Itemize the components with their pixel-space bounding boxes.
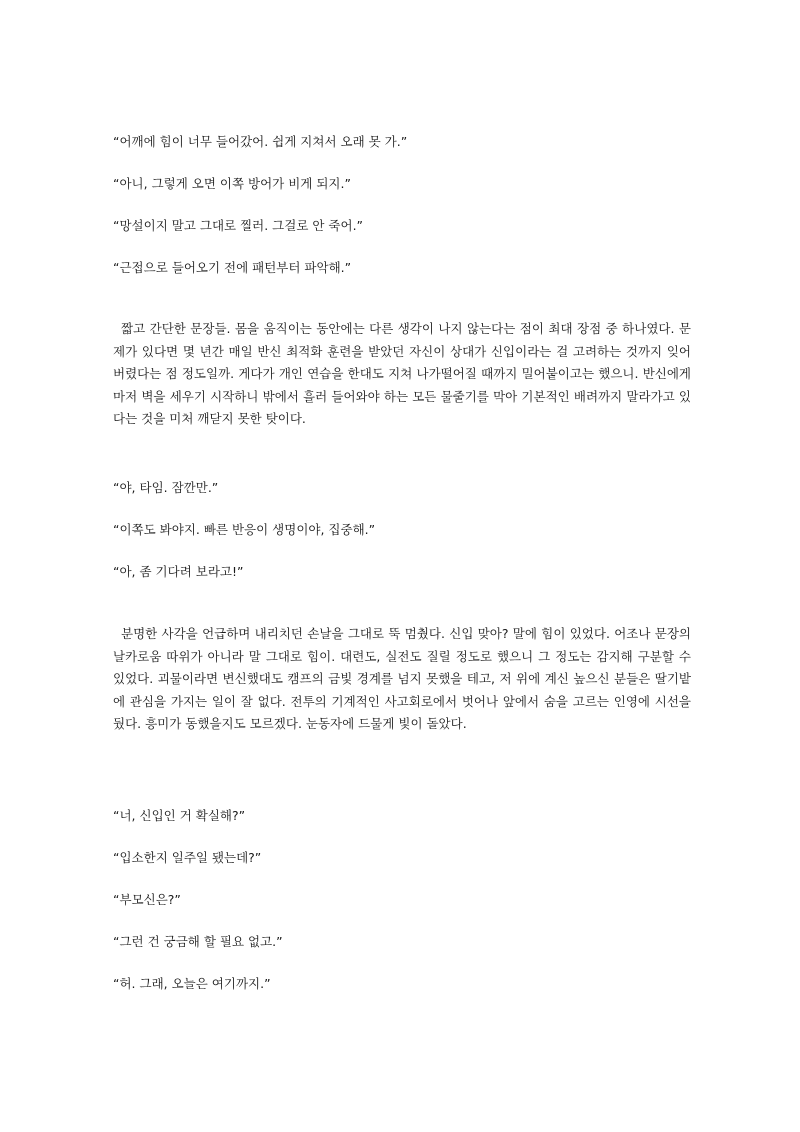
dialogue-line: “너, 신입인 거 확실해?”	[113, 808, 246, 823]
dialogue-line: “아니, 그렇게 오면 이쪽 방어가 비게 되지.”	[113, 176, 351, 191]
dialogue-line: “망설이지 말고 그대로 찔러. 그걸로 안 죽어.”	[113, 218, 364, 233]
dialogue-line: “야, 타임. 잠깐만.”	[113, 480, 219, 495]
dialogue-line: “부모신은?”	[113, 892, 181, 907]
dialogue-line: “아, 좀 기다려 보라고!”	[113, 564, 244, 579]
dialogue-line: “근접으로 들어오기 전에 패턴부터 파악해.”	[113, 260, 352, 275]
narration-paragraph: 짧고 간단한 문장들. 몸을 움직이는 동안에는 다른 생각이 나지 않는다는 점이 최대 장점 중 하나였다. 문제가 있다면 몇 년간 매일 반신 최적화 훈련을 받았던 자신이 상대가 신입이라는 걸 고려하는 것까지 잊어버렸다는 점 정도일까. 게다가 개인 연습을 한대도 지쳐 나가떨어질 때까지 밀어붙이고는 했으니. 반신에게마저 벽을 세우기 시작하니 밖에서 흘러 들어와야 하는 모든 물줄기를 막아 기본적인 배려까지 말라가고 있다는 것을 미처 깨닫지 못한 탓이다.	[113, 321, 691, 426]
dialogue-line: “이쪽도 봐야지. 빠른 반응이 생명이야, 집중해.”	[113, 522, 376, 537]
dialogue-line: “허. 그래, 오늘은 여기까지.”	[113, 976, 271, 991]
dialogue-line: “어깨에 힘이 너무 들어갔어. 쉽게 지쳐서 오래 못 가.”	[113, 134, 408, 149]
narration-paragraph: 분명한 사각을 언급하며 내리치던 손날을 그대로 뚝 멈췄다. 신입 맞아? 말에 힘이 있었다. 어조나 문장의 날카로움 따위가 아니라 말 그대로 힘이. 대련도, 실전도 질릴 정도로 했으니 그 정도는 감지해 구분할 수 있었다. 괴물이라면 변신했대도 캠프의 금빛 경계를 넘지 못했을 테고, 저 위에 계신 높으신 분들은 딸기밭에 관심을 가지는 일이 잘 없다. 전투의 기계적인 사고회로에서 벗어나 앞에서 숨을 고르는 인영에 시선을 뒀다. 흥미가 동했을지도 모르겠다. 눈동자에 드물게 빛이 돌았다.	[113, 626, 691, 731]
dialogue-line: “입소한지 일주일 됐는데?”	[113, 850, 262, 865]
dialogue-line: “그런 건 궁금해 할 필요 없고.”	[113, 934, 283, 949]
